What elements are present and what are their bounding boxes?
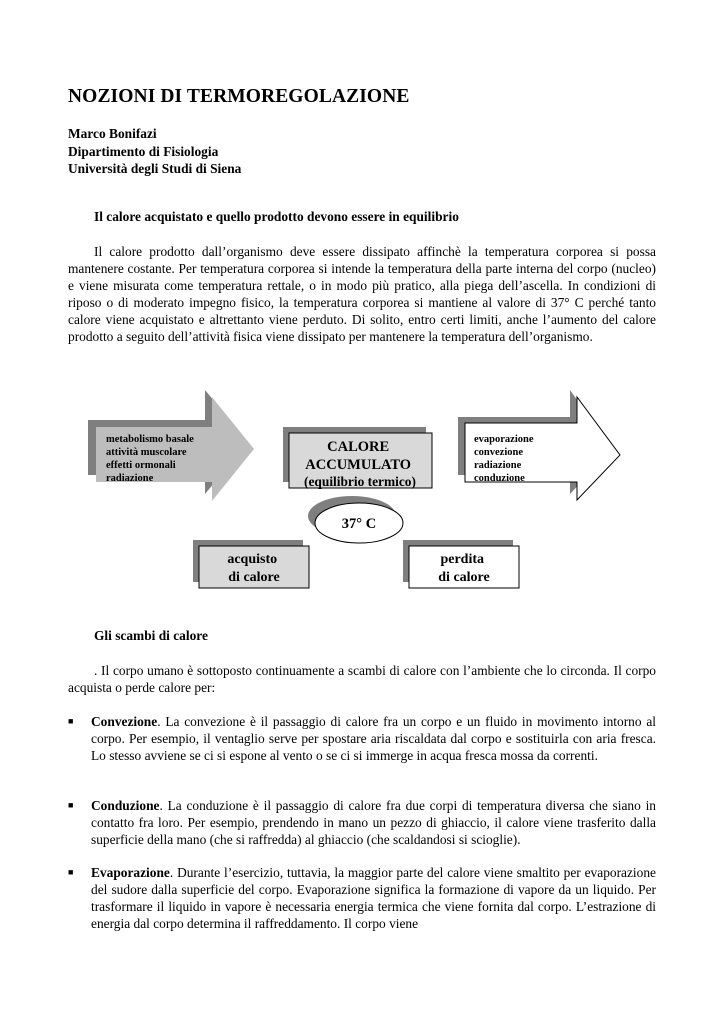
bullet-term: Evaporazione: [91, 865, 170, 880]
gain-box-label-1: acquisto: [227, 552, 278, 567]
bullet-convection: [68, 713, 656, 764]
intro-text: . Il corpo umano è sottoposto continuamente a scambi di calore con l’ambiente che lo circonda. Il corpo acquista o perde calore per:: [68, 663, 656, 695]
bullet-square-icon: ■: [68, 716, 74, 726]
author-university: Università degli Studi di Siena: [68, 161, 242, 176]
bullet-text: . La convezione è il passaggio di calore fra un corpo e un fluido in movimento intorno al corpo. Per esempio, il ventaglio serve per spostare aria riscaldata dal corpo e sostituirla con aria fresca. Lo stesso avviene se ci si espone al vento o se ci si immerge in acqua fresca mossa da correnti.: [91, 714, 656, 763]
section-heading-heat-exchange: Gli scambi di calore: [94, 628, 208, 643]
document-title: NOZIONI DI TERMOREGOLAZIONE: [68, 86, 410, 107]
loss-box-label-2: di calore: [438, 570, 490, 585]
author-block: [68, 125, 241, 178]
bullet-term: Convezione: [91, 714, 158, 729]
bullet-square-icon: ■: [68, 867, 74, 877]
bullet-square-icon: ■: [68, 800, 74, 810]
center-label-1: CALORE: [327, 439, 390, 455]
loss-route-1: evaporazione: [474, 434, 534, 445]
gain-source-4: radiazione: [106, 473, 154, 484]
loss-box-label-1: perdita: [440, 552, 485, 567]
bullet-conduction: [68, 797, 656, 848]
author-name: Marco Bonifazi: [68, 126, 157, 141]
paragraph-body-temperature: [68, 243, 656, 345]
center-label-2: ACCUMULATO: [305, 457, 412, 473]
section-heading-equilibrium: Il calore acquistato e quello prodotto devono essere in equilibrio: [94, 209, 459, 224]
gain-source-1: metabolismo basale: [106, 434, 194, 445]
bullet-text: . La conduzione è il passaggio di calore fra due corpi di temperatura diversa che siano in contatto fra loro. Per esempio, prendendo in mano un pezzo di ghiaccio, il calore viene trasferito dalla superficie della mano (che si raffredda) al ghiaccio (che scaldandosi si scioglie).: [91, 798, 656, 847]
gain-source-2: attività muscolare: [106, 447, 187, 458]
temperature-label: 37° C: [341, 516, 377, 532]
gain-source-3: effetti ormonali: [106, 460, 176, 471]
bullet-text: . Durante l’esercizio, tuttavia, la maggior parte del calore viene smaltito per evaporazione del sudore dalla superficie del corpo. Evaporazione significa la formazione di vapore da un liquido. Per trasformare il liquido in vapore è necessaria energia termica che viene fornita dal corpo. L’estrazione di energia dal corpo determina il raffreddamento. Il corpo viene: [91, 865, 656, 931]
bullet-term: Conduzione: [91, 798, 160, 813]
heat-balance-diagram: [0, 385, 724, 600]
bullet-evaporation: [68, 864, 656, 932]
paragraph-heat-exchange-intro: [68, 662, 656, 696]
paragraph-text: Il calore prodotto dall’organismo deve essere dissipato affinchè la temperatura corporea si possa mantenere costante. Per temperatura corporea si intende la temperatura della parte interna del corpo (nucleo) e viene misurata come temperatura rettale, o in modo più pratico, alla piega dell’ascella. In condizioni di riposo o di moderato impegno fisico, la temperatura corporea si mantiene al valore di 37° C perché tanto calore viene acquistato e altrettanto viene perduto. Di solito, entro certi limiti, anche l’aumento del calore prodotto a seguito dell’attività fisica viene dissipato per mantenere la temperatura dell’organismo.: [68, 244, 656, 344]
author-department: Dipartimento di Fisiologia: [68, 143, 219, 159]
loss-route-2: convezione: [474, 447, 523, 458]
center-label-3: (equilibrio termico): [304, 474, 416, 489]
loss-route-4: conduzione: [474, 473, 525, 484]
gain-box-label-2: di calore: [228, 570, 280, 585]
loss-route-3: radiazione: [474, 460, 522, 471]
